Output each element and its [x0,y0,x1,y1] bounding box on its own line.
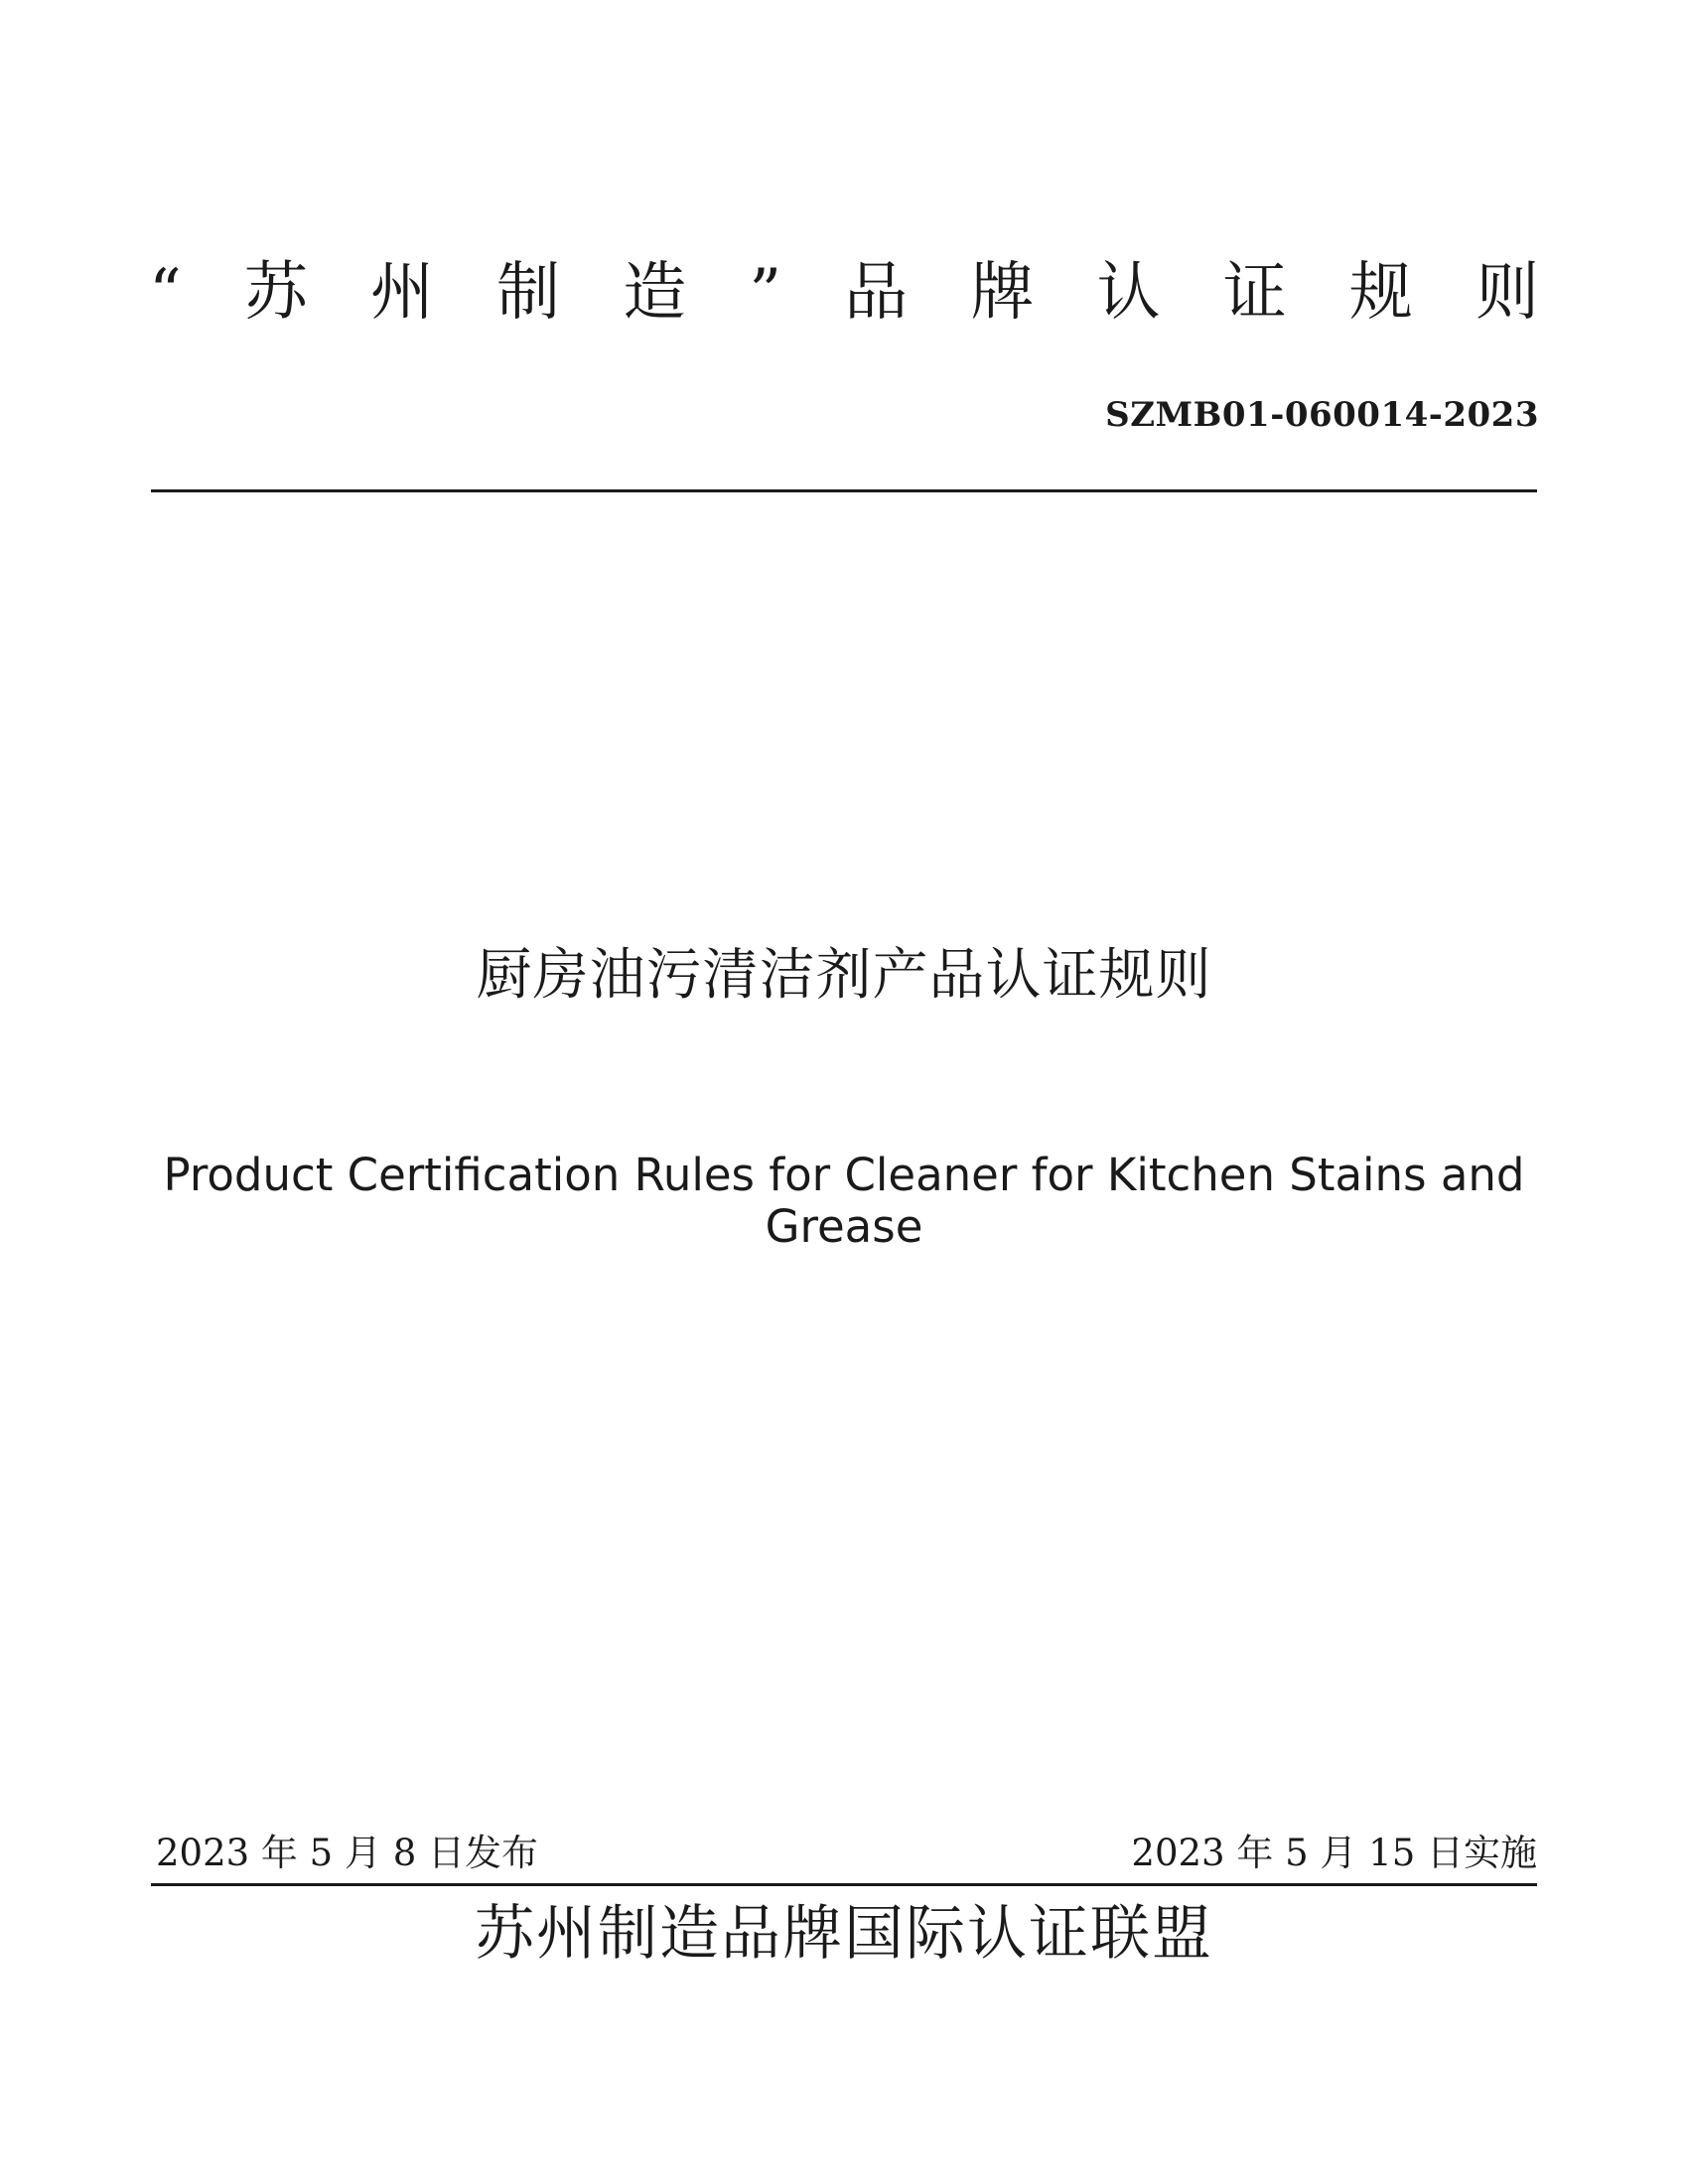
bottom-divider [151,1883,1537,1886]
header-title-char: 规 [1348,256,1413,330]
header-title-char: 则 [1475,256,1539,330]
header-title-char: 认 [1096,256,1161,330]
document-code: SZMB01-060014-2023 [1105,395,1539,435]
header-title-char: 牌 [970,256,1035,330]
publish-date: 2023 年 5 月 8 日发布 [156,1832,539,1874]
header-title-char: ” [749,256,782,330]
main-title-chinese: 厨房油污清洁剂产品认证规则 [476,943,1212,1008]
main-title-english: Product Certification Rules for Cleaner for Kitchen Stains and Grease [163,1149,1525,1253]
header-title-char: 证 [1222,256,1287,330]
header-title-char: 品 [844,256,909,330]
header-title-char: 造 [623,256,687,330]
header-title-char: 制 [496,256,561,330]
top-divider [151,489,1537,492]
header-title-char: 苏 [243,256,308,330]
effective-date: 2023 年 5 月 15 日实施 [1131,1832,1537,1874]
header-title-char: “ [149,256,182,330]
header-title [149,248,1539,338]
header-title-char: 州 [370,256,434,330]
issuer-name: 苏州制造品牌国际认证联盟 [475,1899,1213,1969]
